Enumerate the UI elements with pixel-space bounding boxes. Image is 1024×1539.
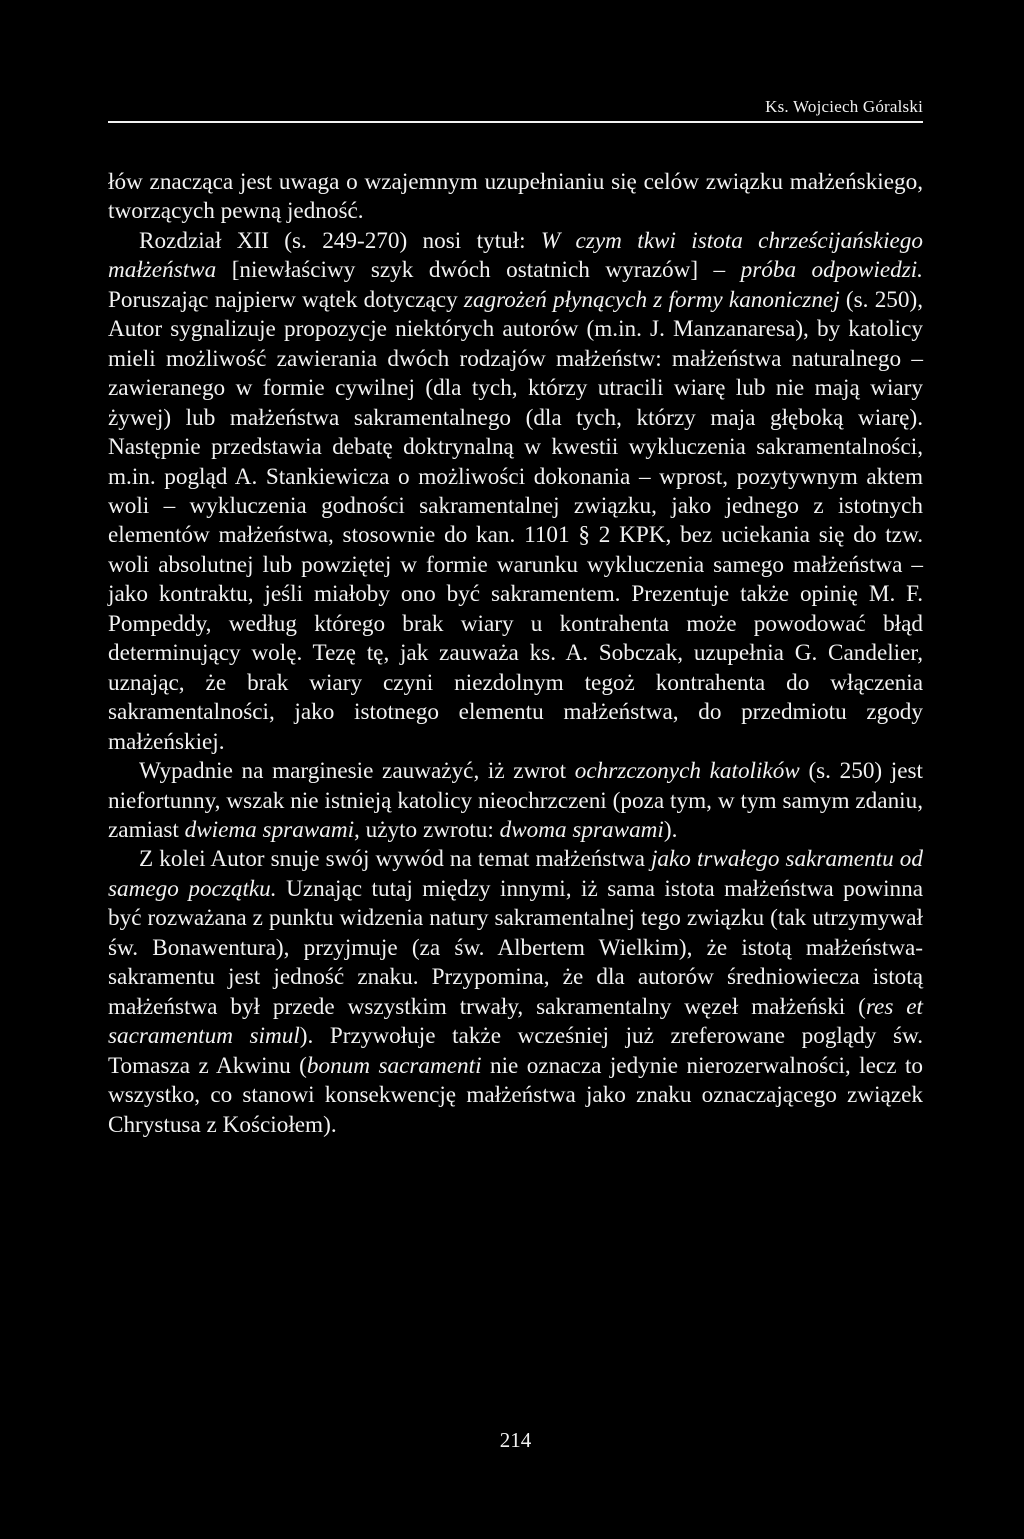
italic-title: W czym tkwi istota chrześcijańskiego małżeństwa bbox=[108, 227, 923, 284]
text-run: ). Przywołuje także wcześniej już zreferowane poglądy św. Tomasza z Akwinu ( bbox=[108, 1023, 923, 1079]
italic-latin: bonum sacramenti bbox=[306, 1052, 482, 1079]
paragraph-2 bbox=[108, 227, 923, 757]
italic-phrase: ochrzczonych katolików bbox=[574, 758, 800, 785]
text-run: Uznając tutaj między innymi, iż sama istota małżeństwa powinna być rozważana z punktu widzenia natury sakramentalnej tego związku (tak utrzymywał św. Bonawentura), przyjmuje (za św. Albertem Wielkim), że istotą małżeństwa-sakramentu jest jedność znaku. Przypomina, że dla autorów średniowiecza istotą małżeństwa był przede wszystkim trwały, sakramentalny węzeł małżeński ( bbox=[108, 875, 923, 1020]
text-run: Poruszając najpierw wątek dotyczący bbox=[108, 286, 464, 313]
text-run: Wypadnie na marginesie zauważyć, iż zwrot bbox=[139, 758, 575, 785]
header-rule bbox=[108, 121, 923, 123]
italic-latin: res et sacramentum simul bbox=[108, 993, 923, 1050]
text-run: [niewłaściwy szyk dwóch ostatnich wyrazów] – bbox=[216, 257, 741, 284]
italic-phrase: jako trwałego sakramentu od samego początku. bbox=[108, 846, 923, 902]
book-page bbox=[108, 0, 923, 1539]
text-run: , użyto zwrotu: bbox=[354, 816, 500, 843]
text-run: Z kolei Autor snuje swój wywód na temat małżeństwa bbox=[139, 846, 651, 873]
italic-phrase: zagrożeń płynących z formy kanonicznej bbox=[463, 286, 840, 313]
text-run: łów znacząca jest uwaga o wzajemnym uzupełnianiu się celów związku małżeńskiego, tworzących pewną jedność. bbox=[108, 169, 923, 225]
italic-title: próba odpowiedzi. bbox=[740, 257, 923, 284]
paragraph-4 bbox=[108, 845, 923, 1140]
text-run: (s. 250) jest niefortunny, wszak nie istnieją katolicy nieochrzczeni (poza tym, w tym samym zdaniu, zamiast bbox=[108, 758, 923, 843]
page-number: 214 bbox=[499, 1428, 532, 1452]
text-run: nie oznacza jedynie nierozerwalności, lecz to wszystko, co stanowi konsekwencję małżeństwa jako znaku oznaczającego związek Chrystusa z Kościołem). bbox=[108, 1052, 923, 1138]
running-head: Ks. Wojciech Góralski bbox=[765, 97, 923, 116]
body-text bbox=[108, 168, 923, 1140]
italic-phrase: dwoma sprawami bbox=[499, 816, 664, 843]
paragraph-1 bbox=[108, 168, 923, 227]
paragraph-3 bbox=[108, 757, 923, 845]
italic-phrase: dwiema sprawami bbox=[184, 816, 355, 843]
text-run: Rozdział XII (s. 249-270) nosi tytuł: bbox=[139, 227, 541, 254]
text-run: (s. 250), Autor sygnalizuje propozycje niektórych autorów (m.in. J. Manzanaresa), by katolicy mieli możliwość zawierania dwóch rodzajów małżeństw: małżeństwa naturalnego – zawieranego w formie cywilnej (dla tych, którzy utracili wiarę lub nie mają wiary żywej) lub małżeństwa sakramentalnego (dla tych, którzy maja głęboką wiarę). Następnie przedstawia debatę doktrynalną w kwestii wykluczenia sakramentalności, m.in. pogląd A. Stankiewicza o możliwości dokonania – wprost, pozytywnym aktem woli – wykluczenia godności sakramentalnej związku, jako jednego z istotnych elementów małżeństwa, stosownie do kan. 1101 § 2 KPK, bez uciekania się do tzw. woli absolutnej lub powziętej w formie warunku wykluczenia samego małżeństwa – jako kontraktu, jeśli miałoby ono być sakramentem. Prezentuje także opinię M. F. Pompeddy, według którego brak wiary u kontrahenta może powodować błąd determinujący wolę. Tezę tę, jak zauważa ks. A. Sobczak, uzupełnia G. Candelier, uznając, że brak wiary czyni niezdolnym tegoż kontrahenta do włączenia sakramentalności, jako istotnego elementu małżeństwa, do przedmiotu zgody małżeńskiej. bbox=[108, 286, 923, 755]
text-run: ). bbox=[663, 816, 678, 843]
